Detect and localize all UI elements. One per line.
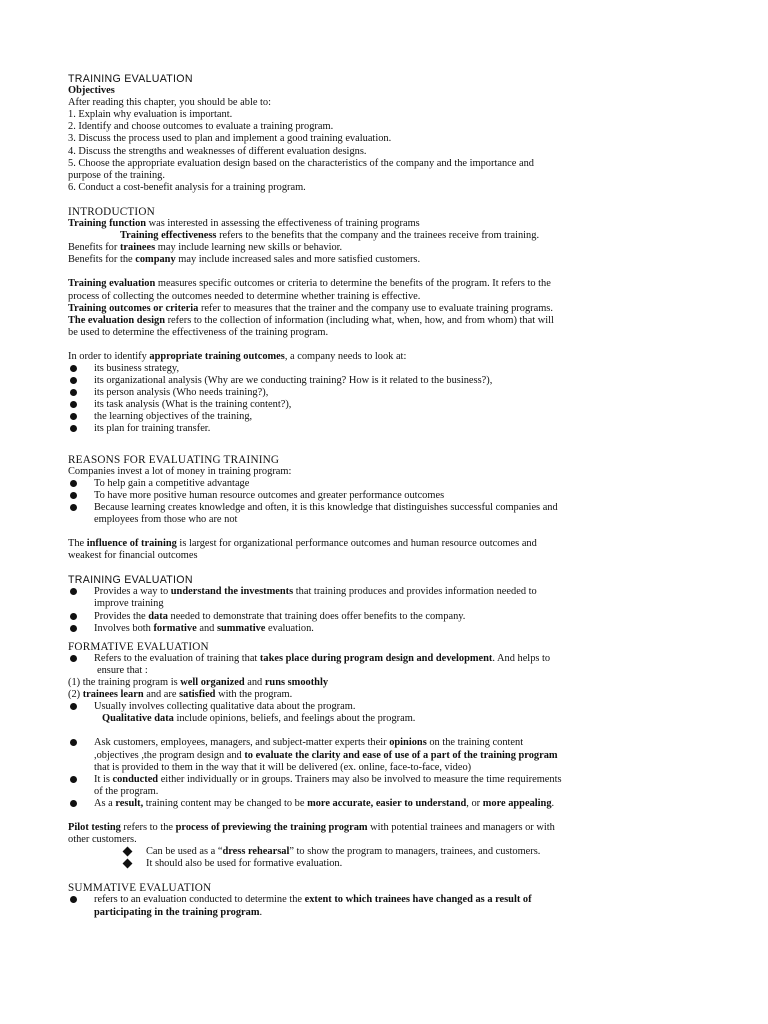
- bullet-icon: [70, 413, 77, 420]
- bullet-icon: [70, 800, 77, 807]
- list-item: To help gain a competitive advantage: [68, 478, 728, 490]
- diamond-bullet-icon: [123, 847, 133, 857]
- objective-item: 4. Discuss the strengths and weaknesses of different evaluation designs.: [68, 145, 367, 157]
- paragraph-benefits-company: Benefits for the company may include increased sales and more satisfied customers.: [68, 254, 421, 266]
- reasons-heading: REASONS FOR EVALUATING TRAINING: [68, 453, 280, 466]
- paragraph-influence: The influence of training is largest for organizational performance outcomes and human resource outcomes and: [68, 538, 537, 550]
- paragraph-pilot-testing-cont: other customers.: [68, 834, 137, 846]
- paragraph-evaluation-design: The evaluation design refers to the collection of information (including what, when, how, and from whom) that will: [68, 314, 554, 326]
- formative-heading: FORMATIVE EVALUATION: [68, 640, 209, 653]
- paragraph-evaluation-design-cont: be used to determine the effectiveness of the training program.: [68, 326, 329, 338]
- list-item: It is conducted either individually or in groups. Trainers may also be involved to measure the time requirements: [68, 774, 728, 786]
- list-item: Refers to the evaluation of training that takes place during program design and development. And helps to: [68, 653, 728, 665]
- introduction-heading: INTRODUCTION: [68, 205, 155, 218]
- bullet-icon: [70, 655, 77, 662]
- list-item: its organizational analysis (Why are we conducting training? How is it related to the business?),: [68, 375, 728, 387]
- paragraph-appropriate-outcomes: In order to identify appropriate training outcomes, a company needs to look at:: [68, 350, 407, 362]
- list-item: its person analysis (Who needs training?),: [68, 387, 728, 399]
- list-item-cont: ,objectives ,the program design and to evaluate the clarity and ease of use of a part of the training program: [94, 749, 558, 761]
- list-item-cont: that is provided to them in the way that it will be delivered (ex. online, face-to-face, video): [94, 761, 472, 773]
- bullet-icon: [70, 377, 77, 384]
- bullet-icon: [70, 480, 77, 487]
- paragraph-training-outcomes: Training outcomes or criteria refer to measures that the trainer and the company use to evaluate training programs.: [68, 302, 553, 314]
- list-item-cont: ensure that :: [97, 664, 148, 676]
- paragraph-pilot-testing: Pilot testing refers to the process of previewing the training program with potential trainees and managers or with: [68, 821, 555, 833]
- training-evaluation-heading: TRAINING EVALUATION: [68, 574, 193, 587]
- objectives-intro: After reading this chapter, you should be able to:: [68, 97, 272, 109]
- bullet-icon: [70, 703, 77, 710]
- list-item: To have more positive human resource outcomes and greater performance outcomes: [68, 490, 728, 502]
- list-item-cont: employees from those who are not: [94, 514, 238, 525]
- bullet-icon: [70, 492, 77, 499]
- bullet-icon: [70, 365, 77, 372]
- paragraph-training-evaluation-cont: process of collecting the outcomes needed to determine whether training is effective.: [68, 290, 421, 302]
- bullet-icon: [70, 401, 77, 408]
- list-item: the learning objectives of the training,: [68, 411, 728, 423]
- paragraph-qualitative-data: Qualitative data include opinions, beliefs, and feelings about the program.: [102, 713, 416, 725]
- bullet-icon: [70, 504, 77, 511]
- bullet-icon: [70, 588, 77, 595]
- list-item: Usually involves collecting qualitative data about the program.: [68, 701, 728, 713]
- list-item: As a result, training content may be changed to be more accurate, easier to understand, or more appealing.: [68, 798, 728, 810]
- document-title: TRAINING EVALUATION: [68, 73, 193, 85]
- list-item: refers to an evaluation conducted to determine the extent to which trainees have changed as a result of: [68, 894, 728, 906]
- objective-item: purpose of the training.: [68, 169, 165, 181]
- list-item: Provides a way to understand the investments that training produces and provides information needed to: [68, 586, 728, 598]
- list-item: Because learning creates knowledge and often, it is this knowledge that distinguishes successful companies and: [68, 502, 728, 514]
- bullet-icon: [70, 896, 77, 903]
- objective-item: 2. Identify and choose outcomes to evaluate a training program.: [68, 121, 334, 133]
- list-item-cont: of the program.: [94, 785, 159, 797]
- numbered-item: (1) the training program is well organized and runs smoothly: [68, 677, 329, 689]
- paragraph-influence-cont: weakest for financial outcomes: [68, 550, 198, 562]
- reasons-intro: Companies invest a lot of money in training program:: [68, 465, 292, 477]
- list-item: It should also be used for formative evaluation.: [68, 858, 728, 870]
- list-item-cont: improve training: [94, 598, 164, 610]
- list-item: Can be used as a “dress rehearsal” to show the program to managers, trainees, and customers.: [68, 846, 728, 858]
- bullet-icon: [70, 389, 77, 396]
- list-item-cont: participating in the training program.: [94, 906, 263, 918]
- numbered-item: (2) trainees learn and are satisfied with the program.: [68, 689, 293, 701]
- list-item: Provides the data needed to demonstrate that training does offer benefits to the company.: [68, 611, 728, 623]
- bullet-icon: [70, 776, 77, 783]
- list-item: its task analysis (What is the training content?),: [68, 399, 728, 411]
- objective-item: 3. Discuss the process used to plan and implement a good training evaluation.: [68, 133, 392, 145]
- bullet-icon: [70, 739, 77, 746]
- objective-item: 1. Explain why evaluation is important.: [68, 109, 233, 121]
- list-item: Involves both formative and summative evaluation.: [68, 623, 728, 635]
- objectives-heading: Objectives: [68, 85, 115, 97]
- bullet-icon: [70, 425, 77, 432]
- paragraph-training-effectiveness: Training effectiveness refers to the benefits that the company and the trainees receive from training.: [120, 230, 540, 242]
- summative-heading: SUMMATIVE EVALUATION: [68, 882, 212, 895]
- bullet-icon: [70, 625, 77, 632]
- paragraph-benefits-trainees: Benefits for trainees may include learning new skills or behavior.: [68, 242, 343, 254]
- objective-item: 6. Conduct a cost-benefit analysis for a training program.: [68, 181, 306, 193]
- paragraph-training-function: Training function was interested in assessing the effectiveness of training programs: [68, 218, 420, 230]
- list-item: Ask customers, employees, managers, and subject-matter experts their opinions on the training content: [68, 737, 728, 749]
- objective-item: 5. Choose the appropriate evaluation design based on the characteristics of the company and the importance and: [68, 157, 534, 169]
- paragraph-training-evaluation: Training evaluation measures specific outcomes or criteria to determine the benefits of the program. It refers to the: [68, 278, 551, 290]
- list-item: its plan for training transfer.: [68, 423, 728, 435]
- diamond-bullet-icon: [123, 859, 133, 869]
- list-item: its business strategy,: [68, 363, 728, 375]
- bullet-icon: [70, 613, 77, 620]
